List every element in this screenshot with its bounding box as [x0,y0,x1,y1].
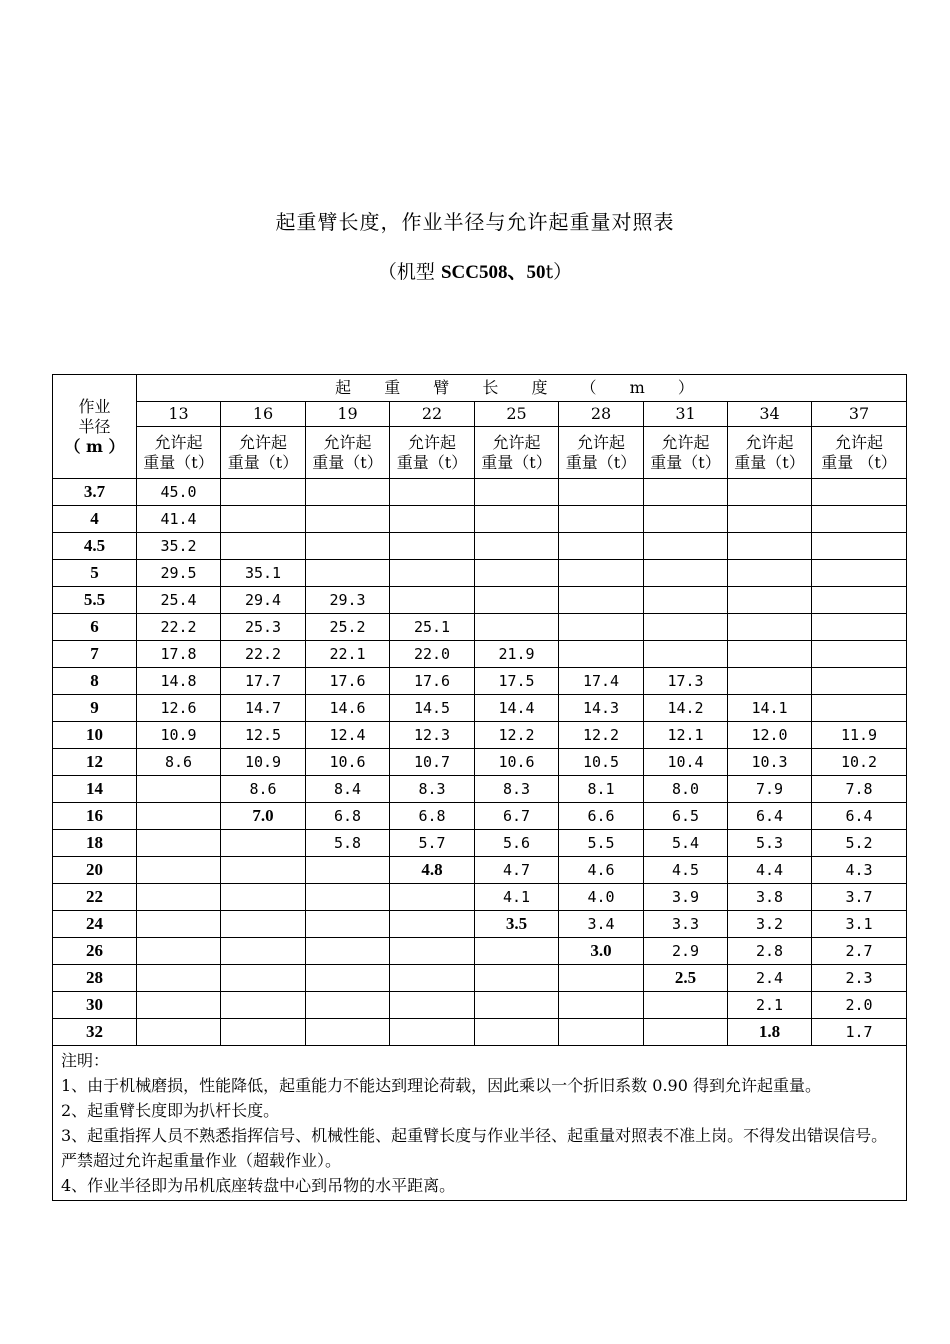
capacity-cell: 5.7 [390,830,475,857]
capacity-cell [390,560,475,587]
capacity-cell [390,965,475,992]
capacity-cell [644,641,728,668]
capacity-cell: 3.4 [559,911,644,938]
capacity-cell [728,533,812,560]
capacity-cell: 17.7 [221,668,306,695]
capacity-cell [137,911,221,938]
capacity-cell: 7.8 [812,776,907,803]
capacity-cell: 6.8 [390,803,475,830]
capacity-cell [812,614,907,641]
capacity-header-cell [137,427,221,479]
capacity-header-row [53,427,907,479]
boom-length-header: 起 重 臂 长 度 （ m ） [137,375,907,402]
radius-cell: 12 [53,749,137,776]
capacity-header-line2: 重量（t） [565,452,637,472]
capacity-cell [475,938,559,965]
capacity-cell: 12.1 [644,722,728,749]
capacity-cell: 7.0 [221,803,306,830]
boom-length-cell: 22 [390,402,475,427]
capacity-cell: 22.2 [221,641,306,668]
capacity-cell [644,533,728,560]
capacity-cell: 10.4 [644,749,728,776]
table-row [53,992,907,1019]
capacity-cell: 8.6 [137,749,221,776]
capacity-cell: 35.1 [221,560,306,587]
table-row [53,1019,907,1046]
radius-cell: 5 [53,560,137,587]
capacity-cell: 22.2 [137,614,221,641]
capacity-cell [728,668,812,695]
capacity-header-line1: 允许起 [238,432,287,452]
boom-length-cell: 25 [475,402,559,427]
capacity-cell [390,1019,475,1046]
table-row [53,506,907,533]
capacity-cell: 25.2 [306,614,390,641]
capacity-header-cell [221,427,306,479]
capacity-cell [221,533,306,560]
capacity-cell [306,992,390,1019]
capacity-cell: 25.3 [221,614,306,641]
capacity-cell: 14.6 [306,695,390,722]
radius-header [53,375,137,479]
load-chart-table [52,374,907,1201]
radius-cell: 6 [53,614,137,641]
capacity-cell [221,830,306,857]
table-row [53,695,907,722]
capacity-cell: 12.2 [559,722,644,749]
capacity-cell: 3.0 [559,938,644,965]
subtitle-prefix: （机型 [377,261,441,283]
capacity-cell [812,506,907,533]
table-row [53,668,907,695]
capacity-cell: 4.3 [812,857,907,884]
capacity-cell [475,506,559,533]
capacity-header-line1: 允许起 [492,432,541,452]
capacity-cell [644,992,728,1019]
capacity-cell [306,884,390,911]
note-item: 1、由于机械磨损，性能降低，起重能力不能达到理论荷载，因此乘以一个折旧系数 0.90 得到允许起重量。 [61,1076,821,1095]
table-row [53,776,907,803]
capacity-cell: 17.8 [137,641,221,668]
capacity-cell: 3.8 [728,884,812,911]
capacity-cell [475,533,559,560]
capacity-cell: 6.6 [559,803,644,830]
boom-length-cell: 34 [728,402,812,427]
capacity-cell [812,695,907,722]
capacity-cell: 45.0 [137,479,221,506]
capacity-cell [728,479,812,506]
capacity-cell: 14.4 [475,695,559,722]
capacity-header-cell [559,427,644,479]
capacity-cell: 4.8 [390,857,475,884]
capacity-cell: 6.7 [475,803,559,830]
table-row [53,884,907,911]
capacity-cell: 8.1 [559,776,644,803]
capacity-header-line1: 允许起 [323,432,372,452]
capacity-cell [306,911,390,938]
capacity-cell [559,479,644,506]
capacity-header-line2: 重量（t） [734,452,805,472]
capacity-cell: 8.0 [644,776,728,803]
capacity-cell: 1.7 [812,1019,907,1046]
capacity-cell: 5.4 [644,830,728,857]
table-row [53,641,907,668]
capacity-cell: 22.0 [390,641,475,668]
radius-cell: 4.5 [53,533,137,560]
capacity-cell [221,857,306,884]
capacity-cell: 12.0 [728,722,812,749]
table-row [53,722,907,749]
boom-length-cell: 16 [221,402,306,427]
capacity-cell [728,560,812,587]
capacity-cell [644,1019,728,1046]
capacity-header-line2: 重量（t） [396,452,468,472]
capacity-cell [812,668,907,695]
capacity-cell: 3.1 [812,911,907,938]
capacity-cell: 10.6 [475,749,559,776]
capacity-cell [559,560,644,587]
radius-cell: 32 [53,1019,137,1046]
capacity-cell [559,641,644,668]
radius-header-line: 半径 [78,416,111,436]
capacity-cell [306,506,390,533]
capacity-cell: 4.1 [475,884,559,911]
capacity-header-line1: 允许起 [661,432,710,452]
capacity-cell [559,506,644,533]
capacity-cell [306,857,390,884]
capacity-cell: 17.4 [559,668,644,695]
capacity-cell [306,965,390,992]
capacity-cell [221,1019,306,1046]
capacity-cell: 29.3 [306,587,390,614]
capacity-cell [644,560,728,587]
capacity-cell [390,506,475,533]
capacity-cell: 12.5 [221,722,306,749]
capacity-cell: 10.2 [812,749,907,776]
capacity-cell [390,938,475,965]
capacity-cell [137,992,221,1019]
capacity-cell: 17.6 [390,668,475,695]
capacity-cell [812,560,907,587]
table-row [53,803,907,830]
capacity-cell [644,587,728,614]
capacity-header-cell [390,427,475,479]
radius-header-line: 作业 [78,396,111,416]
capacity-header-line2: 重量（t） [227,452,299,472]
capacity-cell: 21.9 [475,641,559,668]
capacity-cell: 6.5 [644,803,728,830]
capacity-cell: 3.9 [644,884,728,911]
radius-cell: 30 [53,992,137,1019]
capacity-cell: 12.3 [390,722,475,749]
capacity-cell [306,1019,390,1046]
capacity-cell [812,479,907,506]
capacity-cell: 14.5 [390,695,475,722]
capacity-cell: 3.3 [644,911,728,938]
capacity-cell [306,533,390,560]
capacity-header-cell [475,427,559,479]
capacity-cell [559,587,644,614]
capacity-cell [390,587,475,614]
capacity-cell [390,884,475,911]
capacity-cell: 2.7 [812,938,907,965]
capacity-cell: 17.3 [644,668,728,695]
capacity-cell [644,614,728,641]
capacity-cell [137,965,221,992]
capacity-cell [137,857,221,884]
notes-heading: 注明： [61,1051,110,1070]
radius-cell: 3.7 [53,479,137,506]
capacity-cell: 5.6 [475,830,559,857]
capacity-cell [475,1019,559,1046]
capacity-cell [390,992,475,1019]
radius-cell: 5.5 [53,587,137,614]
capacity-cell: 14.1 [728,695,812,722]
radius-cell: 10 [53,722,137,749]
capacity-cell [390,533,475,560]
radius-cell: 9 [53,695,137,722]
capacity-cell: 10.5 [559,749,644,776]
capacity-cell [137,830,221,857]
capacity-cell: 3.7 [812,884,907,911]
boom-length-cell: 13 [137,402,221,427]
capacity-header-line2: 重量（t） [650,452,721,472]
boom-length-cell: 31 [644,402,728,427]
table-row [53,533,907,560]
capacity-cell [137,938,221,965]
boom-length-cell: 19 [306,402,390,427]
capacity-cell: 3.2 [728,911,812,938]
capacity-header-line1: 允许起 [154,432,203,452]
capacity-cell: 8.6 [221,776,306,803]
capacity-cell: 14.2 [644,695,728,722]
capacity-header-line2: 重量（t） [481,452,552,472]
capacity-cell: 4.5 [644,857,728,884]
capacity-header-line1: 允许起 [834,432,883,452]
capacity-cell: 6.4 [728,803,812,830]
table-row [53,560,907,587]
capacity-cell [475,479,559,506]
capacity-cell [221,965,306,992]
capacity-cell: 2.8 [728,938,812,965]
note-item: 4、作业半径即为吊机底座转盘中心到吊物的水平距离。 [61,1176,456,1195]
capacity-cell: 8.4 [306,776,390,803]
capacity-cell: 14.8 [137,668,221,695]
capacity-cell [475,965,559,992]
page-title: 起重臂长度，作业半径与允许起重量对照表 [275,210,675,234]
capacity-cell: 4.4 [728,857,812,884]
capacity-cell [221,992,306,1019]
capacity-cell: 2.0 [812,992,907,1019]
boom-length-cell: 37 [812,402,907,427]
capacity-cell: 29.5 [137,560,221,587]
capacity-cell [306,479,390,506]
radius-cell: 28 [53,965,137,992]
radius-cell: 26 [53,938,137,965]
capacity-cell: 29.4 [221,587,306,614]
capacity-cell [812,533,907,560]
capacity-cell: 5.8 [306,830,390,857]
table-row [53,587,907,614]
capacity-cell [137,1019,221,1046]
capacity-cell: 25.1 [390,614,475,641]
note-item: 3、起重指挥人员不熟悉指挥信号、机械性能、起重臂长度与作业半径、起重量对照表不准上岗。不得发出错误信号。严禁超过允许起重量作业（超载作业）。 [61,1126,888,1170]
table-row [53,749,907,776]
capacity-header-line1: 允许起 [407,432,456,452]
capacity-cell: 2.3 [812,965,907,992]
capacity-cell [644,479,728,506]
capacity-header-cell [306,427,390,479]
capacity-cell: 17.5 [475,668,559,695]
capacity-cell: 6.4 [812,803,907,830]
capacity-header-line1: 允许起 [576,432,625,452]
table-row [53,911,907,938]
capacity-cell: 10.9 [137,722,221,749]
radius-cell: 22 [53,884,137,911]
capacity-cell: 2.9 [644,938,728,965]
capacity-cell [221,938,306,965]
capacity-cell [559,533,644,560]
capacity-cell: 6.8 [306,803,390,830]
capacity-cell [390,911,475,938]
capacity-cell [728,506,812,533]
capacity-cell [475,992,559,1019]
capacity-cell [306,560,390,587]
radius-cell: 14 [53,776,137,803]
page-subtitle [0,257,950,284]
capacity-cell: 2.5 [644,965,728,992]
capacity-header-line2: 重量 （t） [821,452,897,472]
capacity-cell: 10.9 [221,749,306,776]
capacity-cell [812,641,907,668]
capacity-cell: 4.0 [559,884,644,911]
table-row [53,938,907,965]
capacity-cell: 10.3 [728,749,812,776]
table-row [53,857,907,884]
capacity-cell: 8.3 [390,776,475,803]
capacity-cell [137,776,221,803]
radius-header-unit: （ m ） [64,436,125,456]
capacity-cell: 12.4 [306,722,390,749]
capacity-cell: 17.6 [306,668,390,695]
radius-cell: 7 [53,641,137,668]
capacity-cell: 12.6 [137,695,221,722]
capacity-cell [306,938,390,965]
capacity-cell: 14.7 [221,695,306,722]
capacity-cell [559,965,644,992]
capacity-cell [221,884,306,911]
capacity-cell: 10.7 [390,749,475,776]
capacity-header-cell [728,427,812,479]
capacity-cell: 1.8 [728,1019,812,1046]
capacity-cell [390,479,475,506]
capacity-cell [475,614,559,641]
radius-cell: 16 [53,803,137,830]
capacity-cell [475,587,559,614]
subtitle-unit: t） [545,261,573,283]
capacity-cell: 5.5 [559,830,644,857]
table-row [53,479,907,506]
capacity-cell: 12.2 [475,722,559,749]
capacity-cell [137,884,221,911]
capacity-cell [559,992,644,1019]
radius-cell: 24 [53,911,137,938]
capacity-cell: 10.6 [306,749,390,776]
capacity-cell [221,479,306,506]
capacity-cell: 4.6 [559,857,644,884]
capacity-cell: 14.3 [559,695,644,722]
capacity-cell: 7.9 [728,776,812,803]
capacity-cell: 3.5 [475,911,559,938]
capacity-header-line1: 允许起 [745,432,794,452]
subtitle-model: SCC508、50 [440,262,546,283]
radius-cell: 20 [53,857,137,884]
capacity-cell: 35.2 [137,533,221,560]
capacity-cell [728,614,812,641]
capacity-cell [728,587,812,614]
radius-cell: 18 [53,830,137,857]
notes-row [53,1046,907,1201]
radius-cell: 8 [53,668,137,695]
capacity-cell [137,803,221,830]
capacity-cell [559,614,644,641]
capacity-cell: 2.4 [728,965,812,992]
capacity-cell: 25.4 [137,587,221,614]
capacity-cell [475,560,559,587]
table-row [53,830,907,857]
capacity-cell [221,506,306,533]
capacity-cell [221,911,306,938]
capacity-cell [644,506,728,533]
boom-length-cell: 28 [559,402,644,427]
capacity-cell: 5.2 [812,830,907,857]
table-body [53,375,907,1201]
table-row [53,614,907,641]
capacity-header-line2: 重量（t） [143,452,214,472]
table-row [53,965,907,992]
capacity-header-cell [644,427,728,479]
capacity-cell: 2.1 [728,992,812,1019]
capacity-cell: 5.3 [728,830,812,857]
capacity-cell: 4.7 [475,857,559,884]
capacity-header-cell [812,427,907,479]
notes-section [53,1046,907,1201]
note-item: 2、起重臂长度即为扒杆长度。 [61,1101,280,1120]
capacity-cell: 41.4 [137,506,221,533]
capacity-cell [559,1019,644,1046]
capacity-cell: 22.1 [306,641,390,668]
capacity-cell [728,641,812,668]
capacity-header-line2: 重量（t） [312,452,383,472]
capacity-cell: 11.9 [812,722,907,749]
radius-cell: 4 [53,506,137,533]
capacity-cell: 8.3 [475,776,559,803]
capacity-cell [812,587,907,614]
boom-length-row [53,402,907,427]
